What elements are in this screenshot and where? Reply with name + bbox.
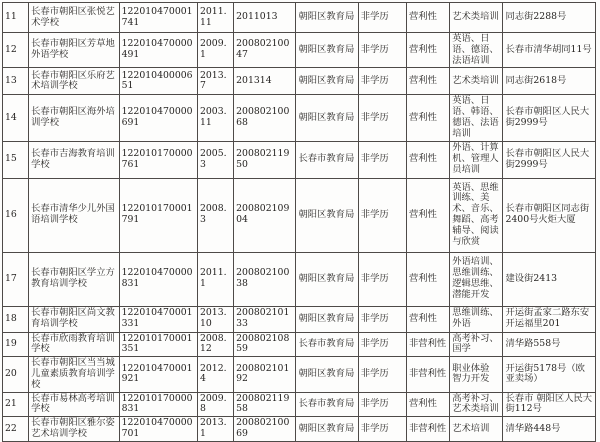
document-page	[0, 2, 600, 439]
table-row	[3, 306, 596, 332]
cell-row-number: 11	[3, 3, 29, 33]
cell-approval-authority: 朝阳区教育局	[296, 306, 358, 332]
cell-approval-date: 2011.1	[197, 252, 233, 306]
cell-training-scope: 外语、计算机、管理人员培训	[450, 141, 503, 178]
cell-education-type: 非学历	[358, 141, 406, 178]
cell-profit-status: 营利性	[407, 68, 450, 95]
cell-school-name: 长春市吉海教育培训学校	[29, 141, 119, 178]
cell-profit-status: 营利性	[407, 178, 450, 252]
cell-address: 长春市朝阳区人民大街2999号	[503, 141, 596, 178]
cell-approval-date: 2009.1	[197, 33, 233, 68]
cell-registration-number: 122010470000831	[119, 252, 197, 306]
cell-school-name: 长春市朝阳区雅尔姿艺术培训学校	[29, 417, 119, 442]
cell-education-type: 非学历	[358, 68, 406, 95]
cell-profit-status: 营利性	[407, 141, 450, 178]
cell-training-scope: 高考补习、艺术类培训	[450, 392, 503, 417]
cell-row-number: 19	[3, 332, 29, 357]
cell-approval-authority: 朝阳区教育局	[296, 33, 358, 68]
cell-row-number: 21	[3, 392, 29, 417]
cell-education-type: 非学历	[358, 306, 406, 332]
cell-approval-date: 2008.12	[197, 332, 233, 357]
cell-education-type: 非学历	[358, 332, 406, 357]
cell-approval-authority: 朝阳区教育局	[296, 95, 358, 141]
cell-school-name: 长春市朝阳区乐府艺术培训学校	[29, 68, 119, 95]
cell-row-number: 12	[3, 33, 29, 68]
cell-row-number: 20	[3, 357, 29, 392]
table-body	[3, 3, 596, 442]
cell-registration-number: 122010470000491	[119, 33, 197, 68]
cell-approval-date: 2013.1	[197, 417, 233, 442]
cell-school-name: 长春市朝阳区芳草地外语学校	[29, 33, 119, 68]
cell-address: 开运街5178号（欧亚卖场）	[503, 357, 596, 392]
cell-approval-authority: 长春市教育局	[296, 392, 358, 417]
cell-registration-number: 122010470001331	[119, 306, 197, 332]
cell-education-type: 非学历	[358, 417, 406, 442]
cell-registration-number: 122010170000761	[119, 141, 197, 178]
cell-license-number: 20080210047	[234, 33, 296, 68]
cell-address: 清华路558号	[503, 332, 596, 357]
cell-education-type: 非学历	[358, 392, 406, 417]
cell-approval-authority: 朝阳区教育局	[296, 357, 358, 392]
cell-address: 长春市清华胡同11号	[503, 33, 596, 68]
cell-training-scope: 艺术培训	[450, 417, 503, 442]
cell-school-name: 长春市朝阳区当当城儿童素质教育培训学校	[29, 357, 119, 392]
cell-approval-date: 2013.7	[197, 68, 233, 95]
cell-license-number: 20080210069	[234, 417, 296, 442]
cell-training-scope: 外语培训、思维训练、逻辑思维、潜能开发	[450, 252, 503, 306]
cell-profit-status: 营利性	[407, 3, 450, 33]
cell-license-number: 20080210859	[234, 332, 296, 357]
cell-row-number: 17	[3, 252, 29, 306]
cell-registration-number: 122010470001741	[119, 3, 197, 33]
cell-registration-number: 122010170001351	[119, 332, 197, 357]
cell-address: 长春市朝阳区同志街2400号火炬大厦	[503, 178, 596, 252]
cell-training-scope: 艺术类培训	[450, 3, 503, 33]
cell-education-type: 非学历	[358, 95, 406, 141]
cell-row-number: 18	[3, 306, 29, 332]
cell-approval-date: 2011.11	[197, 3, 233, 33]
cell-approval-authority: 朝阳区教育局	[296, 3, 358, 33]
cell-approval-authority: 长春市教育局	[296, 332, 358, 357]
cell-row-number: 13	[3, 68, 29, 95]
cell-license-number: 20080211950	[234, 141, 296, 178]
cell-profit-status: 非营利性	[407, 357, 450, 392]
cell-profit-status: 营利性	[407, 306, 450, 332]
cell-approval-date: 2003.11	[197, 95, 233, 141]
cell-license-number: 20080210068	[234, 95, 296, 141]
cell-license-number: 201314	[234, 68, 296, 95]
cell-address: 同志街2288号	[503, 3, 596, 33]
cell-profit-status: 非营利性	[407, 417, 450, 442]
table-row	[3, 252, 596, 306]
table-row	[3, 178, 596, 252]
cell-row-number: 16	[3, 178, 29, 252]
cell-training-scope: 高考补习、国学	[450, 332, 503, 357]
cell-approval-authority: 朝阳区教育局	[296, 178, 358, 252]
cell-approval-date: 2012.4	[197, 357, 233, 392]
table-row	[3, 357, 596, 392]
cell-education-type: 非学历	[358, 3, 406, 33]
cell-approval-authority: 朝阳区教育局	[296, 417, 358, 442]
table-row	[3, 95, 596, 141]
cell-profit-status: 营利性	[407, 392, 450, 417]
cell-training-scope: 职业体验 智力开发	[450, 357, 503, 392]
cell-training-scope: 英语、日语、德语、法语培训	[450, 33, 503, 68]
table-row	[3, 68, 596, 95]
cell-education-type: 非学历	[358, 33, 406, 68]
table-row	[3, 33, 596, 68]
cell-address: 同志街2618号	[503, 68, 596, 95]
cell-profit-status: 营利性	[407, 252, 450, 306]
cell-registration-number: 122010470001921	[119, 357, 197, 392]
cell-license-number: 20080210192	[234, 357, 296, 392]
cell-registration-number: 122010470000701	[119, 417, 197, 442]
cell-school-name: 长春市朝阳区张悦艺术学校	[29, 3, 119, 33]
cell-address: 长春市朝阳区人民大街2999号	[503, 95, 596, 141]
school-registry-table	[2, 2, 596, 442]
cell-row-number: 14	[3, 95, 29, 141]
cell-address: 建设街2413	[503, 252, 596, 306]
cell-approval-date: 2008.3	[197, 178, 233, 252]
cell-profit-status: 非营利性	[407, 332, 450, 357]
cell-training-scope: 英语、思维训练、美术、音乐、舞蹈、高考辅导、阅读与欣赏	[450, 178, 503, 252]
cell-profit-status: 营利性	[407, 95, 450, 141]
cell-education-type: 非学历	[358, 252, 406, 306]
table-row	[3, 392, 596, 417]
cell-approval-authority: 长春市教育局	[296, 141, 358, 178]
cell-approval-authority: 朝阳区教育局	[296, 68, 358, 95]
table-row	[3, 141, 596, 178]
cell-registration-number: 122010470000691	[119, 95, 197, 141]
cell-row-number: 15	[3, 141, 29, 178]
cell-training-scope: 思维训练、外语	[450, 306, 503, 332]
cell-address: 清华路448号	[503, 417, 596, 442]
cell-license-number: 2011013	[234, 3, 296, 33]
cell-row-number: 22	[3, 417, 29, 442]
cell-profit-status: 营利性	[407, 33, 450, 68]
cell-school-name: 长春市欣雨教育培训学校	[29, 332, 119, 357]
cell-school-name: 长春市朝阳区学立方教育培训学校	[29, 252, 119, 306]
cell-license-number: 20080210038	[234, 252, 296, 306]
cell-school-name: 长春市朝阳区尚文教育培训学校	[29, 306, 119, 332]
cell-registration-number: 122010170000831	[119, 392, 197, 417]
table-row	[3, 3, 596, 33]
cell-training-scope: 艺术类培训	[450, 68, 503, 95]
cell-school-name: 长春市易林高考培训学校	[29, 392, 119, 417]
cell-registration-number: 12201040000651	[119, 68, 197, 95]
cell-approval-date: 2005.3	[197, 141, 233, 178]
cell-approval-authority: 朝阳区教育局	[296, 252, 358, 306]
cell-registration-number: 122010170001791	[119, 178, 197, 252]
cell-license-number: 20080211958	[234, 392, 296, 417]
cell-education-type: 非学历	[358, 178, 406, 252]
cell-training-scope: 英语、日语、韩语、德语、法语培训	[450, 95, 503, 141]
cell-license-number: 20080210133	[234, 306, 296, 332]
cell-approval-date: 2009.8	[197, 392, 233, 417]
cell-address: 开运街孟家二路东安开运福里201	[503, 306, 596, 332]
cell-address: 长春市 朝阳区人民大街112号	[503, 392, 596, 417]
table-row	[3, 417, 596, 442]
cell-license-number: 20080210904	[234, 178, 296, 252]
cell-approval-date: 2013.10	[197, 306, 233, 332]
table-row	[3, 332, 596, 357]
cell-school-name: 长春市清华少儿外国语培训学校	[29, 178, 119, 252]
cell-school-name: 长春市朝阳区海外培训学校	[29, 95, 119, 141]
cell-education-type: 非学历	[358, 357, 406, 392]
